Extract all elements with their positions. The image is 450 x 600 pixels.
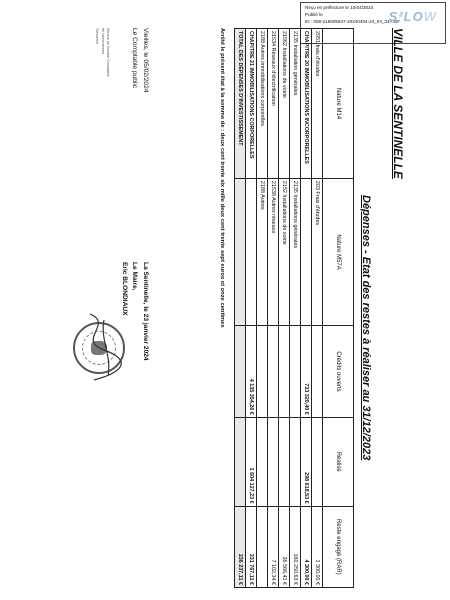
table-cell xyxy=(246,178,257,325)
table-cell: 4 300,00 € xyxy=(301,506,312,587)
table-cell xyxy=(290,326,301,417)
accountant-date: Vieilles, le 05/02/2024 xyxy=(142,28,149,93)
header-nature-m14: Nature M14 xyxy=(323,29,354,179)
table-cell: 160 250,63 € xyxy=(290,506,301,587)
table-cell xyxy=(257,506,268,587)
table-cell: 2051 frais d'études xyxy=(312,29,323,179)
table-cell xyxy=(279,326,290,417)
accountant-title: Le Comptable public xyxy=(131,28,139,89)
table-cell xyxy=(290,417,301,506)
stamp-published: Publié le xyxy=(305,11,323,17)
table-cell xyxy=(279,417,290,506)
table-cell: 2188 Autres immobilisations corporelles xyxy=(257,29,268,179)
table-cell xyxy=(235,178,246,325)
s2low-logo: S²LOW xyxy=(388,9,437,24)
table-cell xyxy=(268,417,279,506)
table-cell: 36 566,41 € xyxy=(279,506,290,587)
table-cell: 4 135 354,26 € xyxy=(246,326,257,417)
handwritten-signature-icon xyxy=(72,310,134,385)
header-nature-m57a: Nature M57A xyxy=(323,178,354,325)
table-cell: CHAPITRE 20 IMMOBILISATIONS INCORPORELLES xyxy=(301,29,312,179)
accountant-signature-block xyxy=(129,28,150,92)
header-credits-ouverts: Crédits ouverts xyxy=(323,326,354,417)
table-cell xyxy=(235,417,246,506)
accountant-stamp-note: Service de Gestion Comptable de Valenciennes Trésorerie xyxy=(95,28,110,77)
document-title: Dépenses - Etat des restes à réaliser au 31/12/2023 xyxy=(360,195,372,461)
table-cell xyxy=(268,326,279,417)
table-header-row xyxy=(323,29,354,588)
stamp-received-date: Reçu en préfecture le 10/04/2024 xyxy=(305,5,374,10)
header-realise: Réalisé xyxy=(323,417,354,506)
table-row xyxy=(257,29,268,588)
table-row xyxy=(301,29,312,588)
table-cell xyxy=(312,417,323,506)
expenses-table xyxy=(234,28,354,588)
table-cell xyxy=(257,326,268,417)
table-cell: 203 Frais d'études xyxy=(312,178,323,325)
table-cell: 21538 Autres réseaux xyxy=(268,178,279,325)
table-cell: 2135 Installation générales xyxy=(290,29,301,179)
table-cell xyxy=(235,326,246,417)
table-cell: TOTAL DES DÉPENSES D'INVESTISSEMENT xyxy=(235,29,246,179)
table-cell xyxy=(301,178,312,325)
stamp-id: ID : 059-215905647-20240404-24_04_34A-BF xyxy=(305,18,401,24)
table-cell: 21562 Installations de voirie xyxy=(279,29,290,179)
table-row xyxy=(246,29,257,588)
table-cell: CHAPITRE 21 IMMOBILISATIONS CORPORELLES xyxy=(246,29,257,179)
table-cell: 733 320,40 € xyxy=(301,326,312,417)
table-cell xyxy=(257,417,268,506)
mayor-date: La Sentinelle, le 23 janvier 2024 xyxy=(142,262,149,361)
table-cell: 1 604 127,23 € xyxy=(246,417,257,506)
table-cell: 2188 Autres xyxy=(257,178,268,325)
table-row xyxy=(268,29,279,588)
table-cell: 236 237,11 € xyxy=(235,506,246,587)
table-cell: 7 102,34 € xyxy=(268,506,279,587)
table-cell: 231 767,11 € xyxy=(246,506,257,587)
town-name: VILLE DE LA SENTINELLE xyxy=(391,28,405,179)
table-cell: 2135 Installations générales xyxy=(290,178,301,325)
table-row xyxy=(235,29,246,588)
table-cell: 1 300,00 € xyxy=(312,506,323,587)
table-row xyxy=(279,29,290,588)
table-cell xyxy=(312,326,323,417)
table-cell: 2152 Installations de voirie xyxy=(279,178,290,325)
closing-statement: Arrêté le présent état à la somme de : deux cent trente six mille deux cent trente sept euros et onze centimes xyxy=(219,28,225,328)
mayor-name: Eric BLONDIAUX xyxy=(120,262,128,316)
table-row xyxy=(290,29,301,588)
table-cell: 21534 Réseaux d'électrification xyxy=(268,29,279,179)
header-reste-engage: Reste engagé (RAR) xyxy=(323,506,354,587)
table-row xyxy=(312,29,323,588)
mayor-title: Le Maire, xyxy=(131,262,139,291)
table-cell: 298 618,53 € xyxy=(301,417,312,506)
